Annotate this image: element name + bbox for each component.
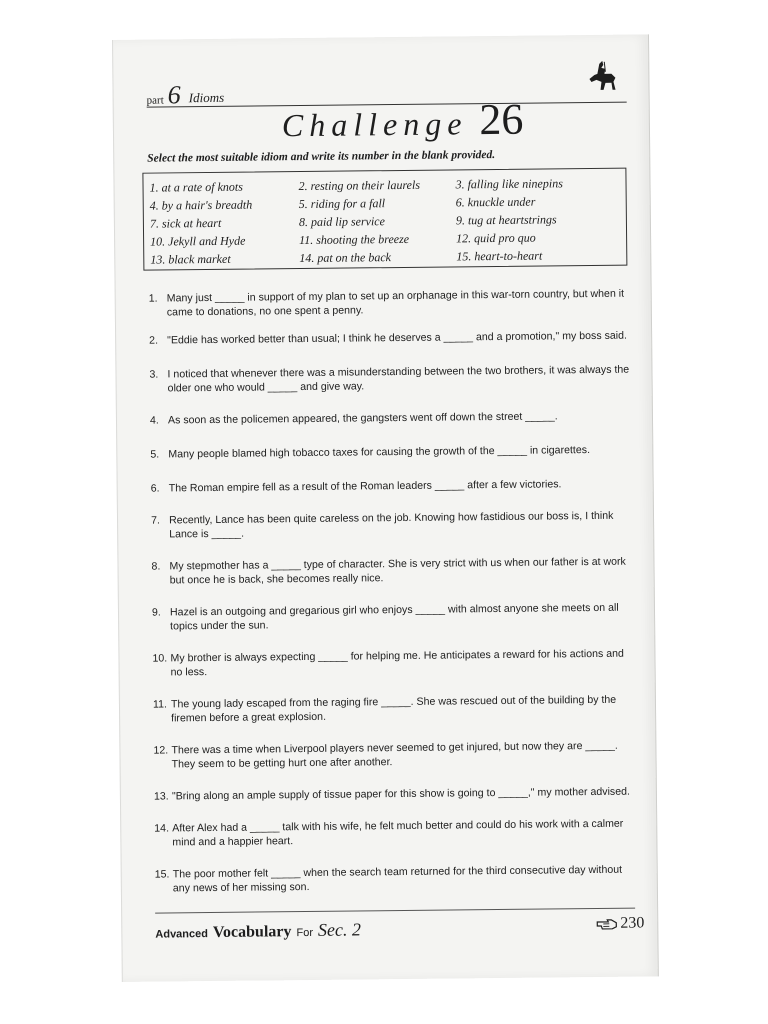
question-number: 3. (149, 368, 159, 381)
question-item (150, 443, 634, 462)
idiom-item: 1. at a rate of knots (149, 179, 243, 195)
part-number: 6 (167, 80, 181, 110)
footer-sec: Sec. 2 (317, 919, 362, 940)
question-text: Hazel is an outgoing and gregarious girl who enjoys _____ with almost anyone she meets on all topics under the sun. (169, 601, 619, 633)
book-footer (155, 919, 361, 942)
idiom-list-box (142, 168, 627, 271)
question-text: As soon as the policemen appeared, the gangsters went off down the street _____. (167, 410, 558, 427)
section-title: Idioms (188, 89, 225, 106)
question-number: 6. (150, 482, 160, 495)
idiom-item: 5. riding for a fall (298, 196, 386, 212)
idiom-item: 15. heart-to-heart (456, 248, 543, 264)
idiom-item: 4. by a hair's breadth (149, 197, 253, 213)
idiom-column-2 (298, 177, 420, 266)
question-text: My brother is always expecting _____ for helping me. He anticipates a reward for his actions and no less. (170, 647, 624, 679)
idiom-item: 3. falling like ninepins (455, 176, 563, 192)
question-item (153, 693, 637, 726)
idiom-item: 13. black market (150, 251, 231, 267)
question-text: After Alex had a _____ talk with his wife, he felt much better and could do his work with a calmer mind and a happier heart. (172, 817, 624, 849)
question-number: 7. (150, 514, 160, 527)
question-text: Many just _____ in support of my plan to set up an orphanage in this war-torn country, but when it came to donations, no one spent a penny. (166, 287, 625, 319)
idiom-item: 12. quid pro quo (456, 230, 536, 246)
question-number: 1. (148, 292, 158, 305)
question-item (152, 647, 636, 680)
pointing-hand-icon (596, 917, 618, 931)
page-number-block (596, 914, 644, 933)
idiom-item: 14. pat on the back (299, 250, 392, 266)
question-number: 4. (149, 414, 159, 427)
question-item (152, 601, 636, 634)
question-item (151, 555, 635, 588)
idiom-item: 2. resting on their laurels (298, 177, 421, 194)
question-item (150, 409, 634, 428)
question-number: 2. (149, 334, 159, 347)
instruction-text: Select the most suitable idiom and write its number in the blank provided. (147, 148, 496, 165)
idiom-item: 7. sick at heart (149, 215, 222, 231)
book-page (112, 34, 659, 982)
title-word: Challenge (281, 105, 468, 144)
challenge-title (282, 94, 524, 148)
question-item (149, 363, 633, 396)
question-text: "Bring along an ample supply of tissue paper for this show is going to _____," my mother advised. (171, 785, 630, 803)
question-number: 12. (153, 744, 169, 757)
title-number: 26 (479, 94, 524, 145)
question-number: 10. (152, 652, 168, 665)
question-item (149, 329, 633, 348)
question-number: 15. (154, 868, 170, 881)
question-number: 14. (154, 822, 170, 835)
question-number: 5. (150, 448, 160, 461)
question-text: My stepmother has a _____ type of character. She is very strict with us when our father is at work but once he is back, she becomes really nice. (169, 555, 626, 587)
footer-advanced: Advanced (155, 928, 209, 941)
idiom-item: 6. knuckle under (455, 194, 536, 210)
question-item (155, 863, 639, 896)
question-text: The poor mother felt _____ when the search team returned for the third consecutive day without any news of her missing son. (172, 863, 623, 895)
question-text: The young lady escaped from the raging fire _____. She was rescued out of the building by the firemen before a great explosion. (170, 693, 617, 725)
idiom-item: 9. tug at heartstrings (455, 212, 557, 228)
question-item (154, 785, 638, 804)
question-number: 13. (153, 790, 169, 803)
question-item (151, 477, 635, 496)
footer-vocabulary: Vocabulary (212, 923, 292, 941)
page-number: 230 (620, 914, 645, 932)
idiom-column-1 (149, 179, 252, 268)
question-text: The Roman empire fell as a result of the Roman leaders _____ after a few victories. (168, 478, 562, 495)
question-text: There was a time when Liverpool players never seemed to get injured, but now they are _____. They seem to be getting hurt one after another. (171, 739, 618, 771)
question-item (151, 509, 635, 542)
question-item (149, 287, 633, 320)
footer-divider (155, 908, 635, 914)
idiom-item: 11. shooting the breeze (299, 231, 410, 248)
idiom-column-3 (455, 175, 563, 264)
idiom-item: 8. paid lip service (298, 214, 385, 230)
question-number: 8. (151, 560, 161, 573)
idiom-item: 10. Jekyll and Hyde (150, 233, 246, 249)
question-text: Recently, Lance has been quite careless on the job. Knowing how fastidious our boss is, I think Lance is _____. (168, 509, 614, 541)
question-text: Many people blamed high tobacco taxes for causing the growth of the _____ in cigarettes. (168, 444, 591, 461)
question-number: 11. (152, 698, 167, 711)
knight-on-horse-icon (585, 60, 619, 96)
question-text: "Eddie has worked better than usual; I think he deserves a _____ and a promotion," my boss said. (167, 329, 627, 347)
question-item (154, 817, 638, 850)
question-item (153, 739, 637, 772)
footer-for: For (296, 926, 314, 940)
question-number: 9. (151, 606, 161, 619)
part-label: part (146, 94, 164, 107)
question-text: I noticed that whenever there was a misunderstanding between the two brothers, it was always the older one who would _____ and give way. (167, 363, 630, 395)
